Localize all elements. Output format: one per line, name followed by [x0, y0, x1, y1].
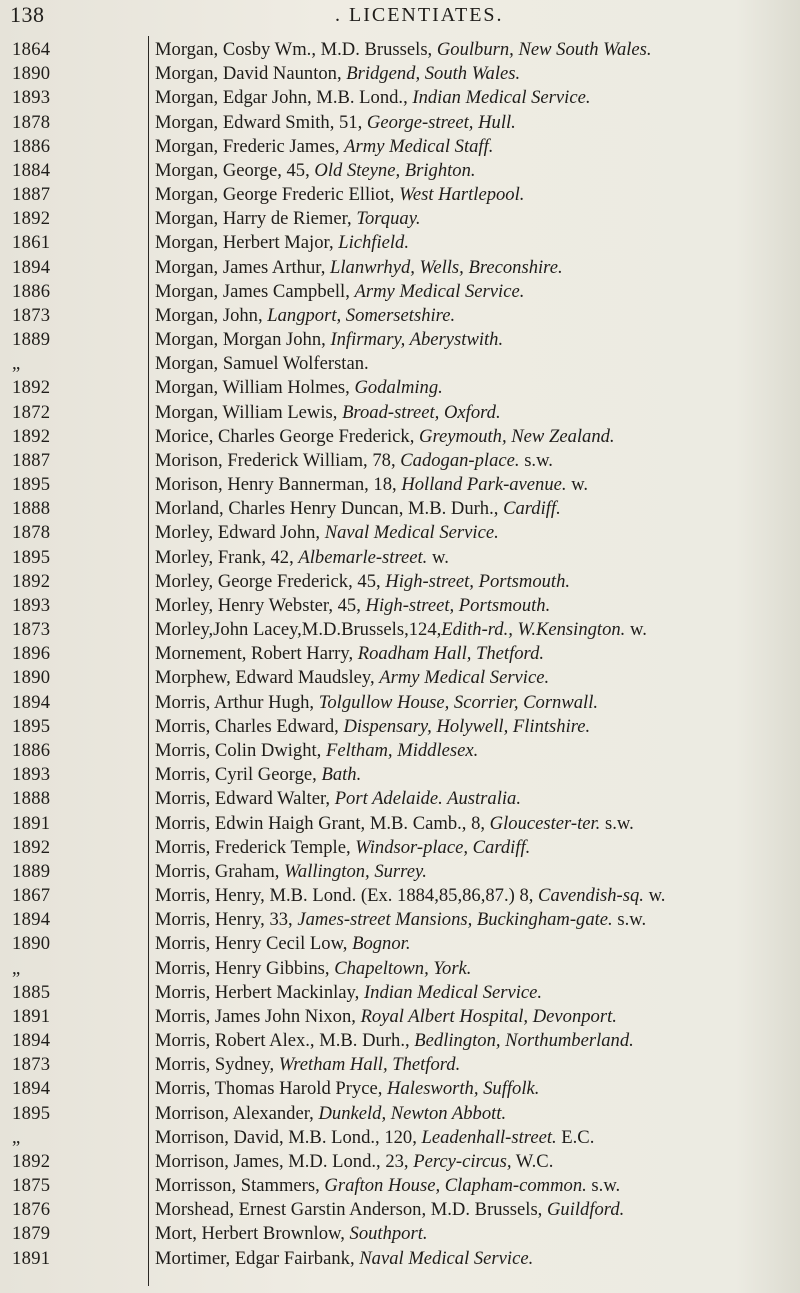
entry-place: Army Medical Staff.: [344, 135, 494, 157]
entry-year: 1873: [12, 1054, 51, 1076]
entry-row: [155, 1198, 795, 1222]
entry-year: 1893: [12, 764, 51, 786]
entry-year: 1894: [12, 691, 51, 713]
entry-place: Cavendish-sq.: [538, 885, 644, 907]
entry-name: Morris, Edwin Haigh Grant, M.B. Camb., 8,: [155, 812, 490, 834]
entry-year: 1889: [12, 860, 51, 882]
entry-year: 1892: [12, 425, 51, 447]
entry-row: [155, 159, 795, 183]
entry-place: Bath.: [321, 764, 362, 786]
licentiates-list: [155, 38, 795, 1271]
entry-place: Tolgullow House, Scorrier, Cornwall.: [318, 691, 599, 713]
entry-place: Cardiff.: [503, 498, 561, 520]
entry-year: 1893: [12, 87, 51, 109]
entry-name: Morgan, George, 45,: [155, 159, 315, 181]
entry-year: 1887: [12, 449, 51, 471]
entry-name: Morris, Arthur Hugh,: [155, 691, 319, 713]
entry-row: [155, 1247, 795, 1271]
entry-row: [155, 570, 795, 594]
entry-year: 1892: [12, 208, 51, 230]
entry-place: Army Medical Service.: [379, 667, 550, 689]
entry-row: [155, 449, 795, 473]
entry-district: E.C.: [556, 1126, 595, 1148]
entry-name: Morris, Robert Alex., M.B. Durh.,: [155, 1030, 415, 1052]
entry-year: 1895: [12, 546, 51, 568]
entry-year: 1884: [12, 159, 51, 181]
entry-name: Morgan, William Holmes,: [155, 377, 355, 399]
entry-year: 1872: [12, 401, 51, 423]
entry-row: [155, 1126, 795, 1150]
entry-row: [155, 1174, 795, 1198]
entry-place: Feltham, Middlesex.: [325, 739, 479, 761]
entry-row: [155, 111, 795, 135]
entry-row: [155, 256, 795, 280]
entry-place: Edith-rd., W.Kensington.: [441, 619, 626, 641]
entry-name: Morris, Thomas Harold Pryce,: [155, 1078, 388, 1100]
entry-year: 1894: [12, 1078, 51, 1100]
entry-row: [155, 183, 795, 207]
entry-year: 1891: [12, 1247, 51, 1269]
entry-place: High-street, Portsmouth.: [385, 570, 571, 592]
entry-year: 1886: [12, 739, 51, 761]
entry-name: Morris, Frederick Temple,: [155, 836, 356, 858]
entry-year: 1891: [12, 812, 51, 834]
entry-year: 1873: [12, 619, 51, 641]
entry-place: Old Steyne, Brighton.: [314, 159, 476, 181]
entry-name: Morris, Sydney,: [155, 1054, 279, 1076]
entry-year: 1892: [12, 836, 51, 858]
entry-row: [155, 1029, 795, 1053]
entry-name: Morley, George Frederick, 45,: [155, 570, 386, 592]
entry-name: Mortimer, Edgar Fairbank,: [155, 1247, 360, 1269]
entry-place: Naval Medical Service.: [324, 522, 499, 544]
entry-place: Langport, Somersetshire.: [267, 304, 456, 326]
entry-year: 1885: [12, 981, 51, 1003]
entry-row: [155, 425, 795, 449]
entry-row: [155, 376, 795, 400]
entry-year: 1891: [12, 1005, 51, 1027]
entry-row: [155, 280, 795, 304]
entry-place: Lichfield.: [338, 232, 410, 254]
entry-place: Chapeltown, York.: [334, 957, 472, 979]
entry-row: [155, 787, 795, 811]
entry-name: Morris, Colin Dwight,: [155, 739, 326, 761]
entry-year: 1873: [12, 304, 51, 326]
entry-row: [155, 666, 795, 690]
entry-place: Army Medical Service.: [354, 280, 525, 302]
entry-name: Morgan, John,: [155, 304, 268, 326]
entry-name: Morice, Charles George Frederick,: [155, 425, 420, 447]
entry-name: Morison, Frederick William, 78,: [155, 449, 401, 471]
entry-place: High-street, Portsmouth.: [365, 594, 551, 616]
entry-name: Morgan, Samuel Wolferstan.: [155, 353, 369, 375]
entry-row: [155, 62, 795, 86]
running-title: . LICENTIATES.: [335, 4, 504, 26]
entry-name: Morris, Henry, M.B. Lond. (Ex. 1884,85,86,87.) 8,: [155, 885, 539, 907]
entry-row: [155, 521, 795, 545]
entry-year: 1878: [12, 111, 51, 133]
entry-district: s.w.: [519, 449, 553, 471]
entry-row: [155, 691, 795, 715]
entry-place: Torquay.: [356, 208, 421, 230]
entry-row: [155, 401, 795, 425]
entry-year: 1886: [12, 280, 51, 302]
entry-year: 1875: [12, 1175, 51, 1197]
entry-place: Wretham Hall, Thetford.: [278, 1054, 461, 1076]
entry-name: Morris, Edward Walter,: [155, 788, 335, 810]
column-divider: [148, 36, 149, 1286]
entry-name: Morley, Frank, 42,: [155, 546, 299, 568]
entry-row: [155, 957, 795, 981]
entry-place: Guildford.: [546, 1199, 625, 1221]
entry-name: Mornement, Robert Harry,: [155, 643, 358, 665]
entry-year: 1889: [12, 329, 51, 351]
entry-year: 1895: [12, 715, 51, 737]
entry-name: Morgan, Morgan John,: [155, 329, 331, 351]
entry-place: Halesworth, Suffolk.: [387, 1078, 540, 1100]
entry-place: Naval Medical Service.: [359, 1247, 534, 1269]
entry-year: 1890: [12, 933, 51, 955]
entry-name: Morrison, Alexander,: [155, 1102, 319, 1124]
entry-row: [155, 1053, 795, 1077]
entry-year: 1888: [12, 498, 51, 520]
entry-row: [155, 860, 795, 884]
entry-place: Llanwrhyd, Wells, Breconshire.: [330, 256, 563, 278]
entry-district: w.: [625, 619, 647, 641]
page-header: [0, 2, 800, 34]
entry-year: „: [12, 957, 21, 979]
entry-name: Morgan, Harry de Riemer,: [155, 208, 357, 230]
entry-name: Morris, James John Nixon,: [155, 1005, 361, 1027]
entry-place: Gloucester-ter.: [489, 812, 601, 834]
entry-name: Morgan, James Arthur,: [155, 256, 331, 278]
entry-name: Morley, Edward John,: [155, 522, 325, 544]
entry-name: Morrison, David, M.B. Lond., 120,: [155, 1126, 422, 1148]
entry-place: Greymouth, New Zealand.: [419, 425, 615, 447]
entry-row: [155, 594, 795, 618]
entry-row: [155, 304, 795, 328]
entry-row: [155, 352, 795, 376]
entry-row: [155, 328, 795, 352]
entry-row: [155, 981, 795, 1005]
entry-place: George-street, Hull.: [366, 111, 516, 133]
entry-row: [155, 1150, 795, 1174]
entry-year: 1876: [12, 1199, 51, 1221]
entry-name: Morris, Graham,: [155, 860, 285, 882]
entry-name: Morris, Henry Gibbins,: [155, 957, 335, 979]
entry-name: Morgan, George Frederic Elliot,: [155, 184, 400, 206]
entry-place: Indian Medical Service.: [363, 981, 543, 1003]
entry-place: Godalming.: [354, 377, 443, 399]
entry-name: Morphew, Edward Maudsley,: [155, 667, 380, 689]
entry-row: [155, 908, 795, 932]
entry-place: Goulburn, New South Wales.: [436, 39, 652, 60]
entry-year: 1890: [12, 63, 51, 85]
year-column: [12, 38, 142, 1271]
entry-place: Port Adelaide. Australia.: [334, 788, 521, 810]
entry-row: [155, 932, 795, 956]
entry-year: 1892: [12, 1150, 51, 1172]
entry-row: [155, 135, 795, 159]
entry-place: Windsor-place, Cardiff.: [355, 836, 531, 858]
entry-year: 1894: [12, 909, 51, 931]
entry-row: [155, 884, 795, 908]
entry-place: Leadenhall-street.: [421, 1126, 557, 1148]
entry-place: Grafton House, Clapham-common.: [324, 1175, 587, 1197]
entry-row: [155, 546, 795, 570]
entry-year: 1864: [12, 39, 51, 60]
entry-row: [155, 86, 795, 110]
entry-name: Morris, Henry Cecil Low,: [155, 933, 353, 955]
entry-row: [155, 618, 795, 642]
entry-place: Royal Albert Hospital, Devonport.: [360, 1005, 617, 1027]
entry-row: [155, 1005, 795, 1029]
entry-district: w.: [566, 474, 589, 496]
entry-place: West Hartlepool.: [399, 184, 525, 206]
entry-row: [155, 812, 795, 836]
entry-name: Morshead, Ernest Garstin Anderson, M.D. Brussels,: [155, 1199, 547, 1221]
entry-row: [155, 231, 795, 255]
entry-row: [155, 497, 795, 521]
entry-district: w.: [643, 885, 666, 907]
entry-row: [155, 763, 795, 787]
entry-year: 1879: [12, 1223, 51, 1245]
entry-place: James-street Mansions, Buckingham-gate.: [297, 909, 613, 931]
entry-place: Cadogan-place.: [400, 449, 520, 471]
entry-year: 1861: [12, 232, 51, 254]
entry-year: 1867: [12, 885, 51, 907]
entry-place: Dunkeld, Newton Abbott.: [318, 1102, 507, 1124]
entry-place: Bridgend, South Wales.: [346, 63, 521, 85]
entry-place: Roadham Hall, Thetford.: [357, 643, 545, 665]
entry-place: Bedlington, Northumberland.: [414, 1030, 634, 1052]
entry-name: Morrisson, Stammers,: [155, 1175, 325, 1197]
entry-year: 1894: [12, 256, 51, 278]
entry-place: Wallington, Surrey.: [284, 860, 427, 882]
entry-name: Morgan, James Campbell,: [155, 280, 355, 302]
entry-name: Morley,John Lacey,M.D.Brussels,124,: [155, 619, 442, 641]
entry-year: 1896: [12, 643, 51, 665]
entry-row: [155, 715, 795, 739]
entry-name: Morris, Henry, 33,: [155, 909, 298, 931]
entry-row: [155, 473, 795, 497]
entry-year: „: [12, 353, 21, 375]
entry-name: Morgan, Frederic James,: [155, 135, 345, 157]
entry-district: s.w.: [612, 909, 647, 931]
entry-row: [155, 836, 795, 860]
entry-row: [155, 739, 795, 763]
entry-name: Morgan, William Lewis,: [155, 401, 343, 423]
entry-place: Infirmary, Aberystwith.: [330, 329, 504, 351]
entry-district: w.: [427, 546, 449, 568]
entry-name: Morgan, Cosby Wm., M.D. Brussels,: [155, 39, 437, 60]
entry-name: Morgan, Herbert Major,: [155, 232, 339, 254]
entry-year: 1894: [12, 1030, 51, 1052]
entry-year: 1888: [12, 788, 51, 810]
entry-place: Percy-circus,: [413, 1150, 512, 1172]
entry-year: 1886: [12, 135, 51, 157]
entry-name: Morgan, Edward Smith, 51,: [155, 111, 367, 133]
entry-place: Southport.: [349, 1223, 428, 1245]
entry-year: 1887: [12, 184, 51, 206]
entry-name: Morison, Henry Bannerman, 18,: [155, 474, 402, 496]
entry-name: Morley, Henry Webster, 45,: [155, 594, 366, 616]
entry-name: Morgan, Edgar John, M.B. Lond.,: [155, 87, 413, 109]
entry-place: Holland Park-avenue.: [401, 474, 567, 496]
entry-row: [155, 1222, 795, 1246]
entry-row: [155, 207, 795, 231]
entry-row: [155, 1102, 795, 1126]
page-number: 138: [10, 2, 45, 27]
entry-year: 1892: [12, 570, 51, 592]
entry-year: 1893: [12, 594, 51, 616]
entry-name: Morris, Cyril George,: [155, 764, 322, 786]
entry-name: Morgan, David Naunton,: [155, 63, 347, 85]
entry-name: Morland, Charles Henry Duncan, M.B. Durh.,: [155, 498, 504, 520]
entry-year: 1895: [12, 474, 51, 496]
entry-place: Dispensary, Holywell, Flintshire.: [343, 715, 591, 737]
entry-row: [155, 1077, 795, 1101]
entry-row: [155, 642, 795, 666]
entry-district: W.C.: [511, 1150, 554, 1172]
entry-name: Morris, Charles Edward,: [155, 715, 344, 737]
entry-row: [155, 38, 795, 62]
entry-place: Broad-street, Oxford.: [342, 401, 501, 423]
entry-year: 1892: [12, 377, 51, 399]
entry-place: Albemarle-street.: [298, 546, 428, 568]
entry-year: 1895: [12, 1102, 51, 1124]
entry-year: 1878: [12, 522, 51, 544]
entry-year: 1890: [12, 667, 51, 689]
entry-place: Bognor.: [352, 933, 411, 955]
entry-year: „: [12, 1126, 21, 1148]
entry-name: Morrison, James, M.D. Lond., 23,: [155, 1150, 414, 1172]
entry-district: s.w.: [600, 812, 634, 834]
entry-name: Mort, Herbert Brownlow,: [155, 1223, 350, 1245]
entry-place: Indian Medical Service.: [412, 87, 591, 109]
entry-district: s.w.: [586, 1175, 621, 1197]
entry-name: Morris, Herbert Mackinlay,: [155, 981, 364, 1003]
